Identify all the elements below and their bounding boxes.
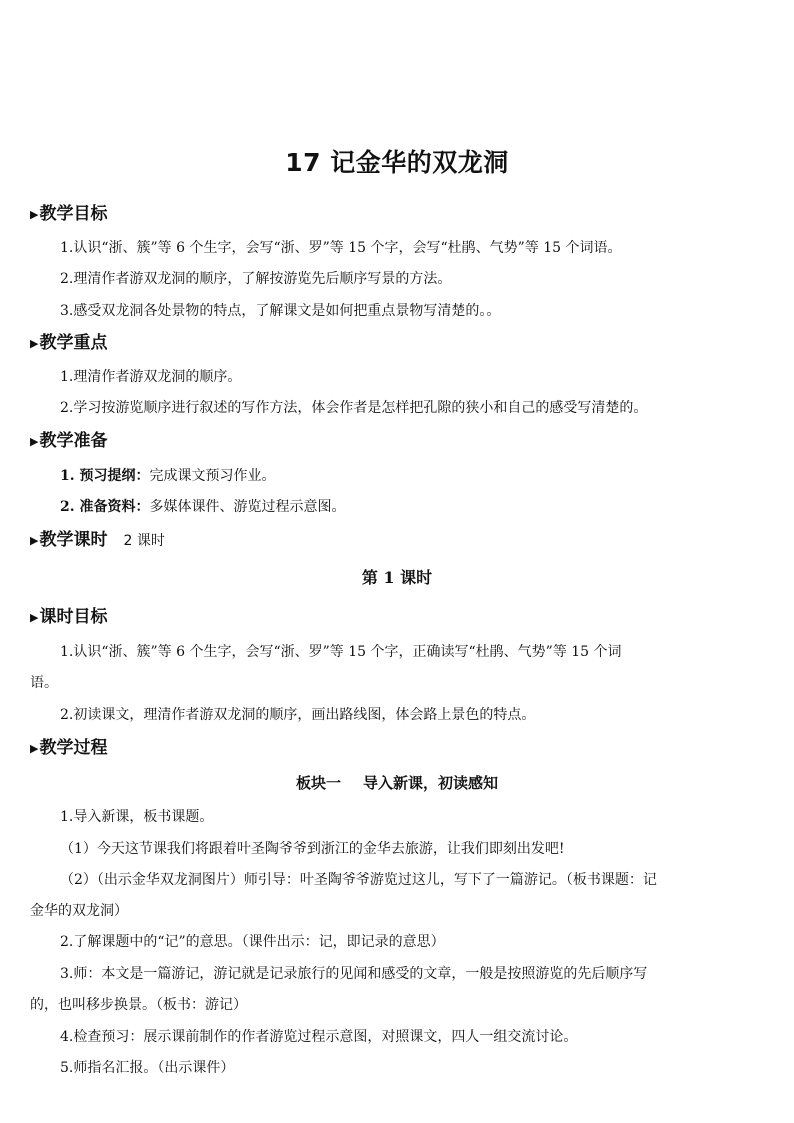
process-step: 2.了解课题中的“记”的意思。（课件出示：记，即记录的意思） <box>60 934 445 950</box>
lesson-goal-item: 1.认识“浙、簇”等 6 个生字，会写“浙、罗”等 15 个字，正确读写“杜鹃、气势”等 15 个词 <box>60 644 622 660</box>
process-step: 1.导入新课，板书课题。 <box>60 809 214 825</box>
focus-item: 2.学习按游览顺序进行叙述的写作方法，体会作者是怎样把孔隙的狭小和自己的感受写清楚的。 <box>60 400 648 416</box>
section-heading-prep: ▶教学准备 <box>30 431 108 451</box>
goal-item: 1.认识“浙、簇”等 6 个生字，会写“浙、罗”等 15 个字，会写“杜鹃、气势”等 15 个词语。 <box>60 240 622 256</box>
hours-value: 2 课时 <box>123 533 165 549</box>
prep-item-text: 完成课文预习作业。 <box>149 468 276 484</box>
triangle-icon: ▶ <box>30 611 39 624</box>
triangle-icon: ▶ <box>30 208 39 221</box>
triangle-icon: ▶ <box>30 742 39 755</box>
section-heading-hours: ▶教学课时 2 课时 <box>30 530 165 550</box>
section-heading-process: ▶教学过程 <box>30 738 108 758</box>
process-step: 4.检查预习：展示课前制作的作者游览过程示意图，对照课文，四人一组交流讨论。 <box>60 1029 578 1045</box>
prep-item-label: 2. 准备资料： <box>60 499 150 515</box>
lesson-goal-item: 2.初读课文，理清作者游双龙洞的顺序，画出路线图，体会路上景色的特点。 <box>60 707 536 723</box>
section-heading-goals: ▶教学目标 <box>30 204 108 224</box>
triangle-icon: ▶ <box>30 435 39 448</box>
process-step-continued: 的，也叫移步换景。（板书：游记） <box>30 997 247 1013</box>
section-heading-focus: ▶教学重点 <box>30 333 108 353</box>
triangle-icon: ▶ <box>30 534 39 547</box>
process-step: 3.师：本文是一篇游记，游记就是记录旅行的见闻和感受的文章，一般是按照游览的先后顺序写 <box>60 966 648 982</box>
prep-item-label: 1. 预习提纲： <box>60 468 150 484</box>
process-step: （1）今天这节课我们将跟着叶圣陶爷爷到浙江的金华去旅游，让我们即刻出发吧! <box>60 841 565 857</box>
block-title: 板块一 导入新课，初读感知 <box>295 774 499 792</box>
process-step: （2）（出示金华双龙洞图片）师引导：叶圣陶爷爷游览过这儿，写下了一篇游记。（板书课题：记 <box>60 872 657 888</box>
section-heading-lesson-goals: ▶课时目标 <box>30 607 108 627</box>
lesson-title: 第 1 课时 <box>361 568 433 587</box>
triangle-icon: ▶ <box>30 337 39 350</box>
focus-item: 1.理清作者游双龙洞的顺序。 <box>60 369 242 385</box>
page-title: 17 记金华的双龙洞 <box>285 148 509 177</box>
goal-item: 3.感受双龙洞各处景物的特点，了解课文是如何把重点景物写清楚的。。 <box>60 303 501 319</box>
prep-item-text: 多媒体课件、游览过程示意图。 <box>149 499 346 515</box>
goal-item: 2.理清作者游双龙洞的顺序，了解按游览先后顺序写景的方法。 <box>60 271 452 287</box>
process-step: 5.师指名汇报。（出示课件） <box>60 1060 235 1076</box>
lesson-goal-item-continued: 语。 <box>30 675 58 691</box>
prep-item <box>60 497 346 517</box>
process-step-continued: 金华的双龙洞） <box>30 903 128 919</box>
prep-item <box>60 466 276 486</box>
